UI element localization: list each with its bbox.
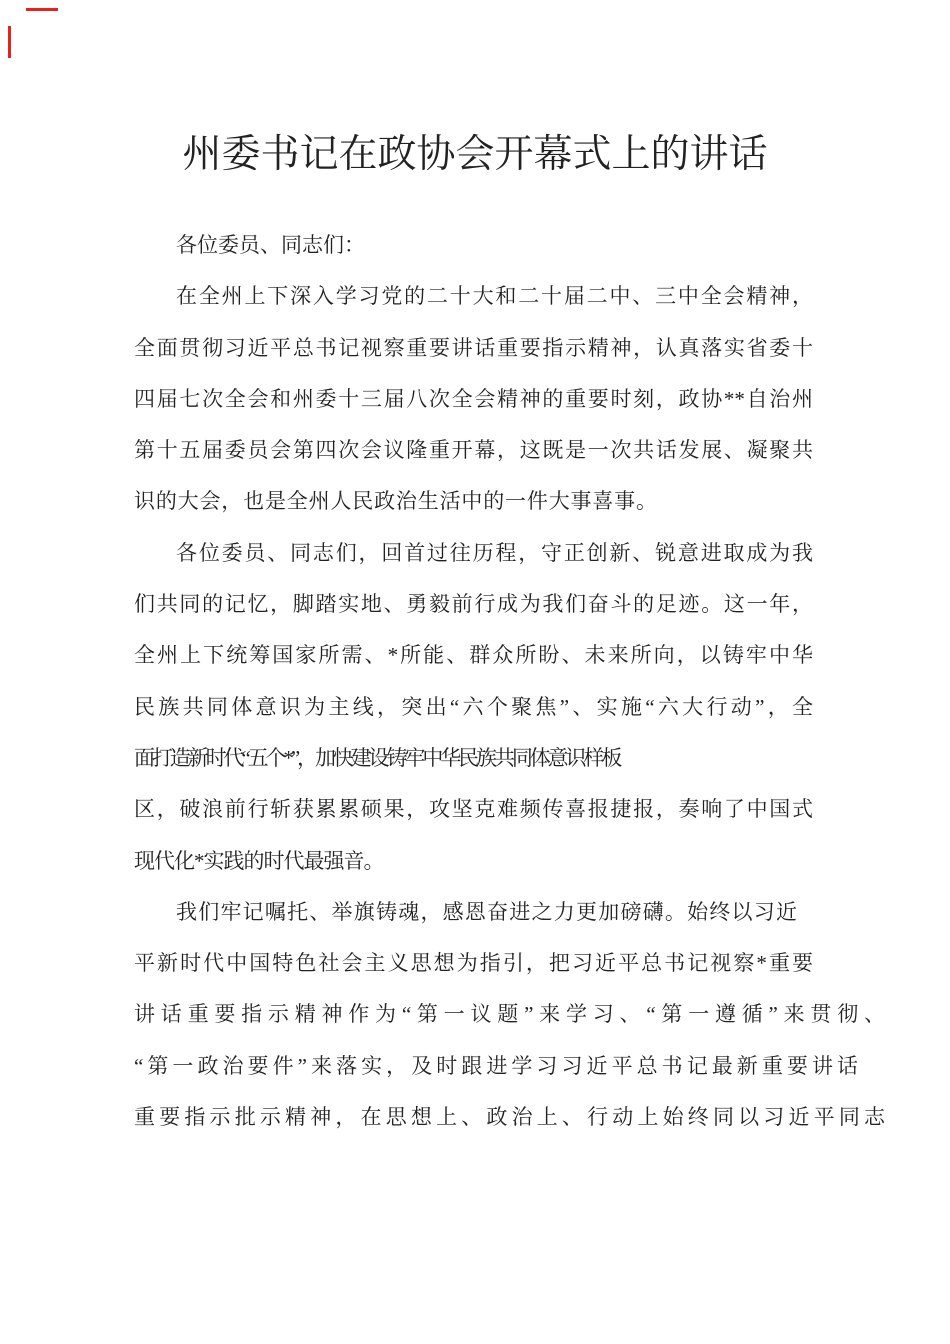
document-body	[134, 220, 892, 1143]
text-line: 四届七次全会和州委十三届八次全会精神的重要时刻，政协**自治州	[134, 386, 813, 411]
text-line: 平新时代中国特色社会主义思想为指引，把习近平总书记视察*重要	[134, 951, 813, 976]
text-line: 全州上下统筹国家所需、*所能、群众所盼、未来所向，以铸牢中华	[134, 643, 813, 668]
text-line: 区，破浪前行斩获累累硕果，攻坚克难频传喜报捷报，奏响了中国式	[134, 797, 813, 822]
document-title: 州委书记在政协会开幕式上的讲话	[182, 133, 768, 176]
text-line: 各位委员、同志们：	[176, 233, 365, 257]
text-line: 讲话重要指示精神作为“第一议题”来学习、“第一遵循”来贯彻、	[134, 1002, 885, 1027]
text-line: 面打造新时代“五个*”，加快建设铸牢中华民族共同体意识样板	[134, 745, 620, 770]
text-line: 识的大会，也是全州人民政治生活中的一件大事喜事。	[134, 489, 657, 514]
page-corner-mark-vertical	[8, 26, 11, 58]
text-line: 全面贯彻习近平总书记视察重要讲话重要指示精神，认真落实省委十	[134, 335, 813, 360]
text-line: 重要指示批示精神，在思想上、政治上、行动上始终同以习近平同志	[134, 1105, 885, 1130]
text-line: 在全州上下深入学习党的二十大和二十届二中、三中全会精神，	[176, 284, 813, 309]
page-corner-mark-horizontal	[26, 8, 58, 11]
text-line: 民族共同体意识为主线，突出“六个聚焦”、实施“六大行动”，全	[134, 694, 813, 719]
text-line: 们共同的记忆，脚踏实地、勇毅前行成为我们奋斗的足迹。这一年，	[134, 592, 813, 617]
text-line: 各位委员、同志们，回首过往历程，守正创新、锐意进取成为我	[176, 540, 813, 565]
text-line: 我们牢记嘱托、举旗铸魂，感恩奋进之力更加磅礴。始终以习近	[176, 899, 797, 924]
text-line: 现代化*实践的时代最强音。	[134, 848, 384, 873]
text-line: 第十五届委员会第四次会议隆重开幕，这既是一次共话发展、凝聚共	[134, 438, 813, 463]
text-line: “第一政治要件”来落实，及时跟进学习习近平总书记最新重要讲话	[134, 1053, 858, 1078]
